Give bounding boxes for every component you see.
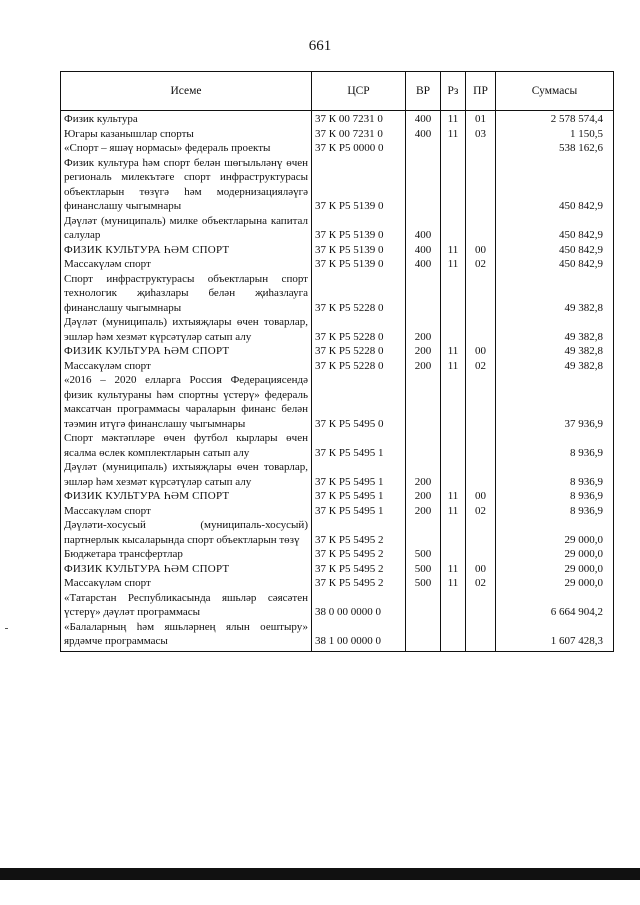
- cell-name: «Спорт – яшәү нормасы» федераль проекты: [61, 141, 312, 156]
- cell-vr: [406, 156, 441, 214]
- cell-rz: 11: [441, 504, 466, 519]
- table-row: [61, 562, 614, 577]
- cell-pr: [466, 547, 496, 562]
- budget-table-container: [60, 71, 613, 652]
- cell-pr: [466, 156, 496, 214]
- table-body: [61, 111, 614, 652]
- table-row: [61, 156, 614, 214]
- table-row: [61, 373, 614, 431]
- cell-vr: 200: [406, 489, 441, 504]
- cell-sum: 29 000,0: [496, 576, 614, 591]
- cell-rz: [441, 141, 466, 156]
- cell-sum: 2 578 574,4: [496, 111, 614, 127]
- cell-pr: 00: [466, 489, 496, 504]
- cell-name: Дәүләт (муниципаль) ихтыяҗлары өчен товарлар, эшләр һәм хезмәт күрсәтүләр сатып алу: [61, 315, 312, 344]
- cell-sum: 1 150,5: [496, 127, 614, 142]
- cell-rz: 11: [441, 359, 466, 374]
- table-row: [61, 344, 614, 359]
- cell-csr: 37 К Р5 5495 2: [312, 576, 406, 591]
- cell-vr: 400: [406, 111, 441, 127]
- cell-vr: [406, 272, 441, 316]
- cell-rz: [441, 156, 466, 214]
- cell-sum: 37 936,9: [496, 373, 614, 431]
- table-row: [61, 257, 614, 272]
- cell-csr: 37 К 00 7231 0: [312, 127, 406, 142]
- table-row: [61, 127, 614, 142]
- table-row: [61, 489, 614, 504]
- cell-name: Бюджетара трансфертлар: [61, 547, 312, 562]
- header-pr: ПР: [466, 72, 496, 111]
- cell-csr: 38 1 00 0000 0: [312, 620, 406, 652]
- cell-pr: [466, 518, 496, 547]
- cell-rz: [441, 518, 466, 547]
- cell-csr: 37 К Р5 5228 0: [312, 272, 406, 316]
- page-number: 661: [308, 38, 332, 54]
- cell-pr: 02: [466, 576, 496, 591]
- cell-sum: 450 842,9: [496, 214, 614, 243]
- header-csr: ЦСР: [312, 72, 406, 111]
- cell-rz: 11: [441, 576, 466, 591]
- scan-mark: [5, 628, 8, 629]
- cell-name: Дәүләт (муниципаль) милке объектларына капитал салулар: [61, 214, 312, 243]
- cell-name: Спорт инфраструктурасы объектларын спорт технологик җиһазлары белән җиһазлауга финанслашу чыгымнары: [61, 272, 312, 316]
- cell-rz: [441, 620, 466, 652]
- cell-vr: 400: [406, 214, 441, 243]
- cell-rz: 11: [441, 111, 466, 127]
- cell-pr: 03: [466, 127, 496, 142]
- scan-border: [0, 868, 640, 880]
- cell-pr: [466, 315, 496, 344]
- header-vr: ВР: [406, 72, 441, 111]
- cell-vr: [406, 620, 441, 652]
- cell-name: Массакүләм спорт: [61, 257, 312, 272]
- cell-pr: [466, 460, 496, 489]
- cell-pr: 00: [466, 344, 496, 359]
- cell-csr: 37 К Р5 5495 1: [312, 431, 406, 460]
- cell-rz: [441, 591, 466, 620]
- cell-sum: 8 936,9: [496, 431, 614, 460]
- cell-csr: 37 К Р5 5139 0: [312, 156, 406, 214]
- cell-rz: [441, 315, 466, 344]
- cell-rz: [441, 460, 466, 489]
- cell-name: ФИЗИК КУЛЬТУРА ҺӘМ СПОРТ: [61, 562, 312, 577]
- cell-pr: [466, 141, 496, 156]
- header-sum: Суммасы: [496, 72, 614, 111]
- cell-sum: 49 382,8: [496, 344, 614, 359]
- cell-sum: 29 000,0: [496, 562, 614, 577]
- cell-vr: [406, 373, 441, 431]
- cell-sum: 538 162,6: [496, 141, 614, 156]
- cell-sum: 450 842,9: [496, 243, 614, 258]
- table-row: [61, 547, 614, 562]
- cell-sum: 1 607 428,3: [496, 620, 614, 652]
- cell-rz: [441, 373, 466, 431]
- cell-csr: 37 К Р5 5495 0: [312, 373, 406, 431]
- cell-vr: 400: [406, 257, 441, 272]
- cell-name: Дәүләт (муниципаль) ихтыяҗлары өчен товарлар, эшләр һәм хезмәт күрсәтүләр сатып алу: [61, 460, 312, 489]
- cell-vr: 200: [406, 344, 441, 359]
- cell-vr: 500: [406, 547, 441, 562]
- cell-name: Спорт мәктәпләре өчен футбол кырлары өчен ясалма өслек комплектларын сатып алу: [61, 431, 312, 460]
- cell-name: Массакүләм спорт: [61, 576, 312, 591]
- cell-name: Массакүләм спорт: [61, 504, 312, 519]
- cell-csr: 37 К Р5 5495 2: [312, 562, 406, 577]
- cell-rz: [441, 431, 466, 460]
- cell-pr: 02: [466, 359, 496, 374]
- cell-rz: 11: [441, 127, 466, 142]
- cell-csr: 37 К Р5 5228 0: [312, 315, 406, 344]
- cell-csr: 37 К 00 7231 0: [312, 111, 406, 127]
- cell-rz: [441, 214, 466, 243]
- cell-sum: 8 936,9: [496, 460, 614, 489]
- cell-name: ФИЗИК КУЛЬТУРА ҺӘМ СПОРТ: [61, 344, 312, 359]
- cell-pr: 02: [466, 257, 496, 272]
- cell-name: «Татарстан Республикасында яшьләр сәясәтен үстерү» дәүләт программасы: [61, 591, 312, 620]
- cell-vr: 400: [406, 127, 441, 142]
- table-row: [61, 620, 614, 652]
- cell-vr: [406, 518, 441, 547]
- cell-rz: 11: [441, 243, 466, 258]
- cell-vr: 200: [406, 460, 441, 489]
- cell-vr: 500: [406, 576, 441, 591]
- cell-rz: 11: [441, 344, 466, 359]
- cell-sum: 6 664 904,2: [496, 591, 614, 620]
- cell-csr: 37 К Р5 5495 2: [312, 547, 406, 562]
- cell-vr: 200: [406, 315, 441, 344]
- cell-vr: [406, 141, 441, 156]
- cell-name: Дәүләти-хосусый (муниципаль-хосусый) партнерлык кысаларында спорт объектларын төзү: [61, 518, 312, 547]
- table-row: [61, 272, 614, 316]
- table-row: [61, 141, 614, 156]
- cell-name: Физик культура: [61, 111, 312, 127]
- table-header: [61, 72, 614, 111]
- cell-sum: 29 000,0: [496, 547, 614, 562]
- cell-vr: 400: [406, 243, 441, 258]
- cell-name: Массакүләм спорт: [61, 359, 312, 374]
- cell-sum: 49 382,8: [496, 359, 614, 374]
- cell-name: Физик культура һәм спорт белән шөгыльләнү өчен региональ милекътәге спорт инфраструктурасы объектларын төзүгә һәм модернизацияләүгә финанслашу чыгымнары: [61, 156, 312, 214]
- table-row: [61, 518, 614, 547]
- cell-pr: [466, 214, 496, 243]
- cell-vr: 200: [406, 504, 441, 519]
- table-row: [61, 576, 614, 591]
- cell-vr: 500: [406, 562, 441, 577]
- header-name: Исеме: [61, 72, 312, 111]
- cell-csr: 37 К Р5 5495 1: [312, 460, 406, 489]
- cell-pr: 02: [466, 504, 496, 519]
- cell-name: «2016 – 2020 елларга Россия Федерациясендә физик культураны һәм спортны үстерү» федераль максатчан программасы чараларын финанс белән тәэмин итүгә финанслашу чыгымнары: [61, 373, 312, 431]
- cell-name: ФИЗИК КУЛЬТУРА ҺӘМ СПОРТ: [61, 489, 312, 504]
- cell-csr: 37 К Р5 5495 1: [312, 504, 406, 519]
- cell-csr: 37 К Р5 5139 0: [312, 214, 406, 243]
- cell-pr: 00: [466, 562, 496, 577]
- table-row: [61, 460, 614, 489]
- cell-pr: 00: [466, 243, 496, 258]
- cell-name: ФИЗИК КУЛЬТУРА ҺӘМ СПОРТ: [61, 243, 312, 258]
- cell-pr: [466, 591, 496, 620]
- cell-csr: 37 К Р5 5139 0: [312, 257, 406, 272]
- header-rz: Рз: [441, 72, 466, 111]
- cell-pr: [466, 272, 496, 316]
- cell-csr: 37 К Р5 5139 0: [312, 243, 406, 258]
- cell-sum: 8 936,9: [496, 489, 614, 504]
- cell-rz: [441, 547, 466, 562]
- cell-pr: [466, 431, 496, 460]
- cell-csr: 37 К Р5 5495 1: [312, 489, 406, 504]
- cell-sum: 450 842,9: [496, 156, 614, 214]
- cell-sum: 29 000,0: [496, 518, 614, 547]
- cell-csr: 37 К Р5 0000 0: [312, 141, 406, 156]
- cell-sum: 450 842,9: [496, 257, 614, 272]
- cell-sum: 8 936,9: [496, 504, 614, 519]
- cell-rz: 11: [441, 562, 466, 577]
- cell-pr: [466, 373, 496, 431]
- cell-vr: [406, 431, 441, 460]
- cell-csr: 37 К Р5 5228 0: [312, 359, 406, 374]
- table-row: [61, 504, 614, 519]
- cell-vr: [406, 591, 441, 620]
- cell-csr: 37 К Р5 5228 0: [312, 344, 406, 359]
- cell-name: Югары казанышлар спорты: [61, 127, 312, 142]
- cell-sum: 49 382,8: [496, 272, 614, 316]
- table-row: [61, 111, 614, 127]
- cell-pr: [466, 620, 496, 652]
- table-row: [61, 214, 614, 243]
- cell-sum: 49 382,8: [496, 315, 614, 344]
- table-row: [61, 243, 614, 258]
- cell-rz: 11: [441, 489, 466, 504]
- cell-pr: 01: [466, 111, 496, 127]
- cell-csr: 37 К Р5 5495 2: [312, 518, 406, 547]
- cell-vr: 200: [406, 359, 441, 374]
- cell-name: «Балаларның һәм яшьләрнең ялын оештыру» ярдәмче программасы: [61, 620, 312, 652]
- table-row: [61, 315, 614, 344]
- budget-table: [60, 71, 614, 652]
- cell-rz: 11: [441, 257, 466, 272]
- cell-rz: [441, 272, 466, 316]
- table-row: [61, 431, 614, 460]
- table-row: [61, 359, 614, 374]
- table-row: [61, 591, 614, 620]
- cell-csr: 38 0 00 0000 0: [312, 591, 406, 620]
